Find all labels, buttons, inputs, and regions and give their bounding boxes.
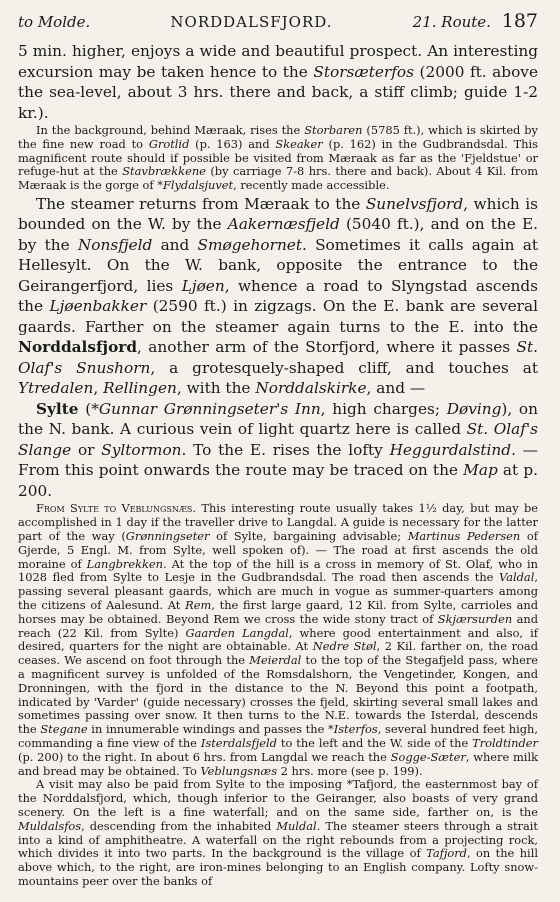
paragraph-5-block <box>18 502 538 888</box>
paragraph-1 <box>18 41 538 123</box>
text-run: , descending from the inhabited <box>81 818 277 833</box>
text-run: , the first large gaard, 12 Kil. from Sylte, carrioles and horses may be obtained. Beyond Rem we cross the wide stony tract of <box>18 598 538 626</box>
text-run: . This interesting route usually takes 1½ day, but may be accomplished in 1 day if the traveller drive to Langdal. A guide is necessary for the latter part of the way ( <box>18 501 538 544</box>
text-run: . The steamer steers through a strait into a kind of amphitheatre. A waterfall on the right rebounds from a projecting rock, which divides it into two parts. In the background is the village of <box>18 818 538 861</box>
paragraph-5 <box>18 502 538 778</box>
italic-run: Muldalsfos <box>18 818 82 833</box>
text-run: , a grotesquely-shaped cliff, and touches at <box>150 358 538 377</box>
italic-run: Smøgehornet <box>197 235 303 254</box>
text-run: to the top of the Stegafjeld pass, where a magnificent survey is unfolded of the Romsdalshorn, the Vengetinder, Kongen, and Dronningen, with the fjord in the distance to the N. Beyond this point a footpath, indicated by 'Varder' (guide necessary) crosses the fjeld, skirting several small lakes and sometimes passing over snow. It then turns to the N.E. towards the Isterdal, descends the <box>18 653 539 737</box>
text-run: (2590 ft.) in zigzags. On the E. bank are several gaards. Farther on the steamer again turns to the E. into the <box>18 297 538 336</box>
text-run: or <box>71 440 102 459</box>
paragraph-4 <box>18 399 538 502</box>
text-run: ( <box>78 399 92 418</box>
italic-run: Ljøen <box>181 276 225 295</box>
text-run: ), on the N. bank. A curious vein of light quartz here is called <box>18 399 538 439</box>
paragraph-2 <box>18 124 538 193</box>
italic-run: Map <box>463 461 498 480</box>
text-run: of Sylte, bargaining advisable; <box>209 529 408 544</box>
italic-run: Valdal <box>499 570 535 585</box>
italic-run: *Flydalsjuvet <box>157 178 234 193</box>
italic-run: Martinus Pedersen <box>407 529 521 544</box>
text-run: , <box>93 379 104 398</box>
italic-run: Skeaker <box>275 136 323 151</box>
text-run: , which is bounded on the W. by the <box>18 194 538 234</box>
page-number: 187 <box>501 10 538 32</box>
text-run: , recently made accessible. <box>233 178 390 193</box>
italic-run: Norddalskirke <box>255 379 367 398</box>
text-run: (5785 ft.), which is skirted by the fine new road to <box>18 123 538 151</box>
text-run: to the left and the W. side of the <box>276 736 473 751</box>
text-run: (p. 163) and <box>189 136 276 151</box>
text-run: , another arm of the Storfjord, where it passes <box>137 338 517 357</box>
italic-run: Veblungsnæs <box>200 763 278 778</box>
paragraph-3-block <box>18 194 538 502</box>
text-run: (by carriage 7-8 hrs. there and back). About 4 Kil. from Mæraak is the gorge of <box>18 164 538 193</box>
text-run: In the background, behind Mæraak, rises the <box>36 123 305 137</box>
paragraph-2-block <box>18 124 538 193</box>
italic-run: Meierdal <box>249 653 302 668</box>
text-run: . — From this point onwards the route may be traced on the <box>18 440 538 480</box>
text-run: , and — <box>366 379 426 398</box>
text-run: and <box>152 235 198 254</box>
text-run: . Sometimes it calls again at Hellesylt. On the W. bank, opposite the entrance to the Geirangerfjord, lies <box>18 235 538 295</box>
italic-run: St. Olaf's Snushorn <box>18 338 538 377</box>
italic-run: Rem <box>185 598 212 613</box>
italic-run: Troldtinder <box>472 736 538 751</box>
text-run: in innumerable windings and passes the <box>87 722 329 737</box>
italic-run: Muldal <box>276 818 317 833</box>
italic-run: St. Olaf's Slange <box>18 420 538 459</box>
header-title: NORDDALSFJORD. <box>170 13 333 31</box>
italic-run: Sunelvsfjord <box>365 194 464 213</box>
text-run: (2000 ft. above the sea-level, about 3 hrs. there and back, a stiff climb; guide 1-2 kr.). <box>18 62 538 122</box>
text-run: of Gjerde, 5 Engl. M. from Sylte, well spoken of). — The road at first ascends the old moraine of <box>18 529 538 571</box>
text-run: , 2 Kil. farther on, the road ceases. We ascend on foot through the <box>18 639 539 668</box>
italic-run: Ljøenbakker <box>49 297 147 316</box>
text-run: (p. 162) in the Gudbrandsdal. This magnificent route should if possible be visited from Mæraak as far as the 'Fjeldstue' or refuge-hut at the <box>18 136 538 179</box>
header-route: 21. Route. <box>412 13 491 31</box>
italic-run: Ytredalen <box>18 379 94 398</box>
text-run: 5 min. higher, enjoys a wide and beautiful prospect. An interesting excursion may be taken hence to the <box>18 42 538 81</box>
italic-run: Langbrekken <box>86 556 163 571</box>
italic-run: Skjærsurden <box>437 611 513 626</box>
italic-run: Døving <box>446 399 502 418</box>
bold-run: Norddalsfjord <box>18 338 138 357</box>
italic-run: Rellingen <box>103 379 177 398</box>
bold-run: Sylte <box>36 399 79 418</box>
italic-run: Grotlid <box>148 136 190 151</box>
text-run: (p. 200) to the right. In about 6 hrs. from Langdal we reach the <box>18 749 391 764</box>
italic-run: Stavbrækkene <box>122 164 206 179</box>
italic-run: Gaarden Langdal <box>185 625 289 640</box>
text-run: , where milk and bread may be obtained. To <box>18 749 538 778</box>
text-run: , with the <box>176 379 256 398</box>
italic-run: Nonsfjeld <box>77 235 153 254</box>
italic-run: Sogge-Sæter <box>390 749 466 764</box>
paragraph-3 <box>18 194 538 399</box>
text-run: (5040 ft.), and on the E. by the <box>18 215 539 254</box>
italic-run: Heggurdalstind <box>389 440 512 459</box>
text-run: , where good entertainment and also, if desired, quarters for the night are obtainable. At <box>18 625 538 654</box>
paragraph-6 <box>18 778 538 888</box>
italic-run: *Isterfos <box>328 722 378 737</box>
header-left: to Molde. <box>18 13 91 31</box>
text-run: . At the top of the hill is a cross in memory of St. Olaf, who in 1028 fled from Sylte to Lesje in the Gudbrandsdal. The road then ascends the <box>18 556 538 585</box>
italic-run: Isterdalsfjeld <box>200 736 277 751</box>
text-run: 2 hrs. more (see p. 199). <box>277 763 423 778</box>
italic-run: Grønningseter <box>125 529 210 544</box>
italic-run: *Gunnar Grønningseter's Inn <box>91 399 321 418</box>
text-run: , on the hill above which, to the right, are iron-mines belonging to an English company. Lofty snow-mountains peer over the banks of <box>18 846 538 888</box>
italic-run: Storsæterfos <box>313 62 414 81</box>
running-header <box>18 10 538 32</box>
text-run: . To the E. rises the lofty <box>181 440 390 459</box>
italic-run: Nedre Støl <box>312 639 377 654</box>
text-run: , passing several pleasant gaards, which are much in vogue as summer-quarters among the citizens of Aalesund. At <box>18 570 538 613</box>
paragraph-1-block <box>18 41 538 123</box>
italic-run: Tafjord <box>426 846 467 861</box>
text-run: at p. 200. <box>18 461 538 500</box>
smallcaps-run: From Sylte to Veblungsnæs <box>36 501 193 516</box>
text-run: A visit may also be paid from Sylte to the imposing *Tafjord, the easternmost bay of the Norddalsfjord, which, though inferior to the Geiranger, also boasts of very grand scenery. On the left is a fine waterfall; and on the same side, farther on, is the <box>18 777 538 820</box>
italic-run: Syltormon <box>101 440 182 459</box>
text-run: The steamer returns from Mæraak to the <box>36 194 366 213</box>
header-right <box>413 10 538 32</box>
text-run: , high charges; <box>320 399 447 418</box>
text-run: , whence a road to Slyngstad ascends the <box>18 276 538 316</box>
italic-run: Storbaren <box>304 123 363 137</box>
italic-run: Aakernæsfjeld <box>227 215 340 234</box>
italic-run: Stegane <box>40 722 88 737</box>
text-run: and reach (22 Kil. from Sylte) <box>18 611 538 640</box>
text-run: , several hundred feet high, commanding a fine view of the <box>18 722 538 751</box>
